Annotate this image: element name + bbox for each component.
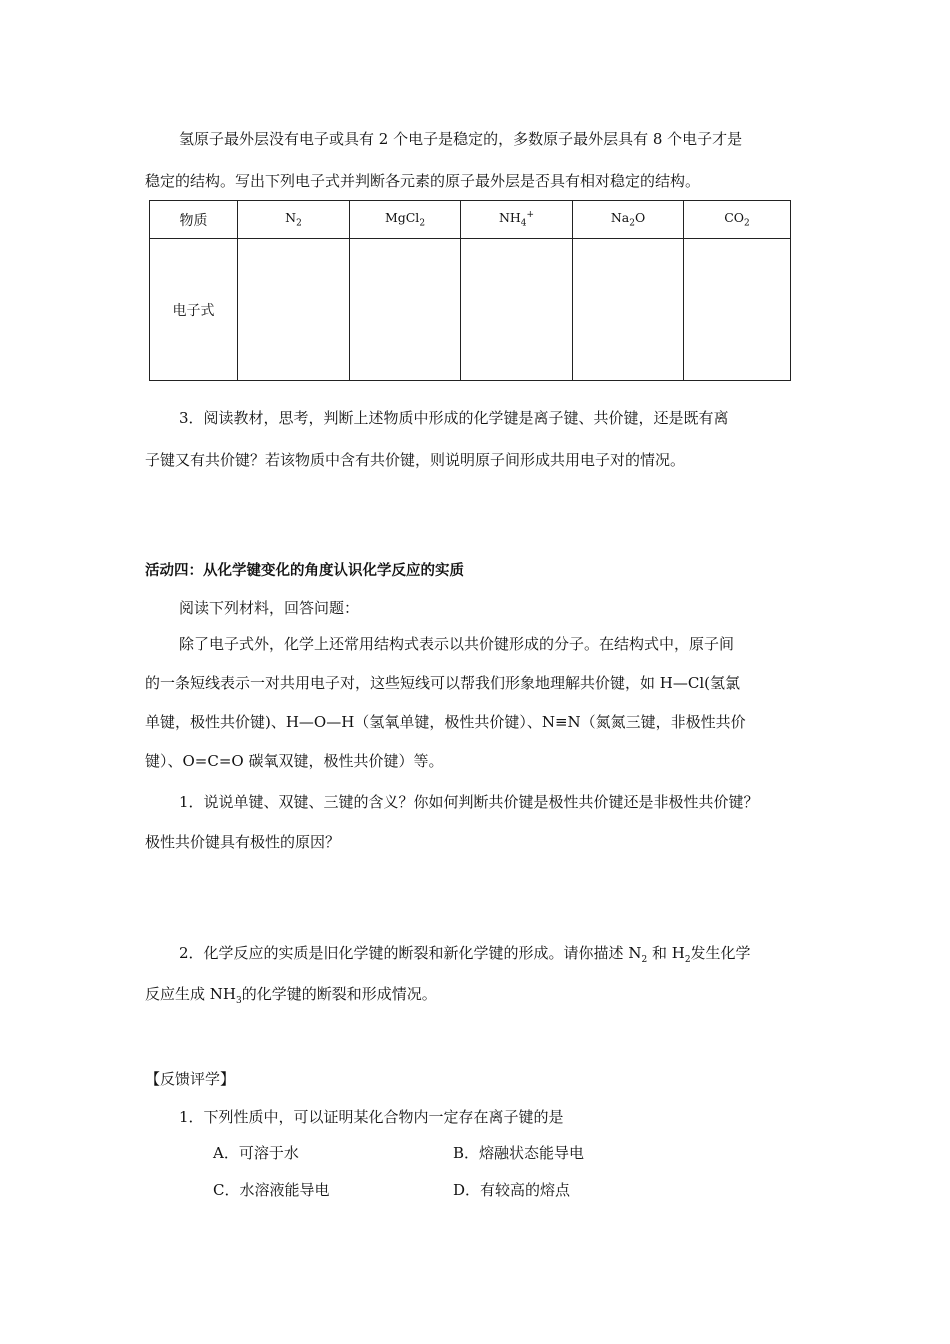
- table-body-row: [150, 239, 791, 381]
- answer-cell[interactable]: [461, 239, 573, 381]
- activity4-q2-line-1: 2．化学反应的实质是旧化学键的断裂和新化学键的形成。请你描述 $N_2$ 和 $H_2$发生化学: [179, 944, 751, 965]
- electron-formula-table: [149, 200, 791, 381]
- row-label: 电子式: [150, 239, 238, 381]
- activity4-q1-line-1: 1．说说单键、双键、三键的含义？你如何判断共价键是极性共价键还是非极性共价键？: [179, 793, 759, 811]
- activity4-para-line-4: 键）、O=C=O 碳氧双键，极性共价键）等。: [145, 752, 444, 770]
- answer-cell[interactable]: [573, 239, 684, 381]
- table-header-row: [150, 201, 791, 239]
- header-label: 物质: [150, 201, 238, 239]
- substance-co2: $CO_2$: [684, 201, 791, 239]
- option-b[interactable]: B．熔融状态能导电: [453, 1144, 585, 1162]
- option-c[interactable]: C．水溶液能导电: [213, 1181, 330, 1199]
- feedback-q1: 1．下列性质中，可以证明某化合物内一定存在离子键的是: [179, 1108, 564, 1126]
- intro-line-2: 稳定的结构。写出下列电子式并判断各元素的原子最外层是否具有相对稳定的结构。: [145, 172, 701, 190]
- intro-line-1: 氢原子最外层没有电子或具有 2 个电子是稳定的，多数原子最外层具有 8 个电子才是: [179, 130, 743, 148]
- q3-line-2: 子键又有共价键？若该物质中含有共价键，则说明原子间形成共用电子对的情况。: [145, 451, 686, 469]
- activity4-q2-line-2: 反应生成 $NH_3$的化学键的断裂和形成情况。: [145, 985, 437, 1006]
- answer-cell[interactable]: [350, 239, 461, 381]
- substance-mgcl2: MgCl$_2$: [350, 201, 461, 239]
- option-d[interactable]: D．有较高的熔点: [453, 1181, 571, 1199]
- activity4-instruction: 阅读下列材料，回答问题：: [179, 599, 360, 617]
- substance-nh4: $NH_4^+$: [461, 201, 573, 239]
- answer-cell[interactable]: [684, 239, 791, 381]
- q3-line-1: 3．阅读教材，思考，判断上述物质中形成的化学键是离子键、共价键，还是既有离: [179, 409, 729, 427]
- substance-na2o: $Na_2O$: [573, 201, 684, 239]
- activity4-q1-line-2: 极性共价键具有极性的原因？: [145, 833, 341, 851]
- answer-cell[interactable]: [238, 239, 350, 381]
- substance-n2: $N_2$: [238, 201, 350, 239]
- option-a[interactable]: A．可溶于水: [213, 1144, 299, 1162]
- activity4-para-line-2: 的一条短线表示一对共用电子对，这些短线可以帮我们形象地理解共价键，如 H—Cl(氢氯: [145, 674, 740, 692]
- activity4-para-line-1: 除了电子式外，化学上还常用结构式表示以共价键形成的分子。在结构式中，原子间: [179, 635, 735, 653]
- feedback-title: 【反馈评学】: [145, 1070, 236, 1088]
- activity4-para-line-3: 单键，极性共价键)、H—O—H（氢氧单键，极性共价键）、N≡N（氮氮三键，非极性共价: [145, 713, 746, 731]
- activity4-title: 活动四：从化学键变化的角度认识化学反应的实质: [145, 563, 464, 579]
